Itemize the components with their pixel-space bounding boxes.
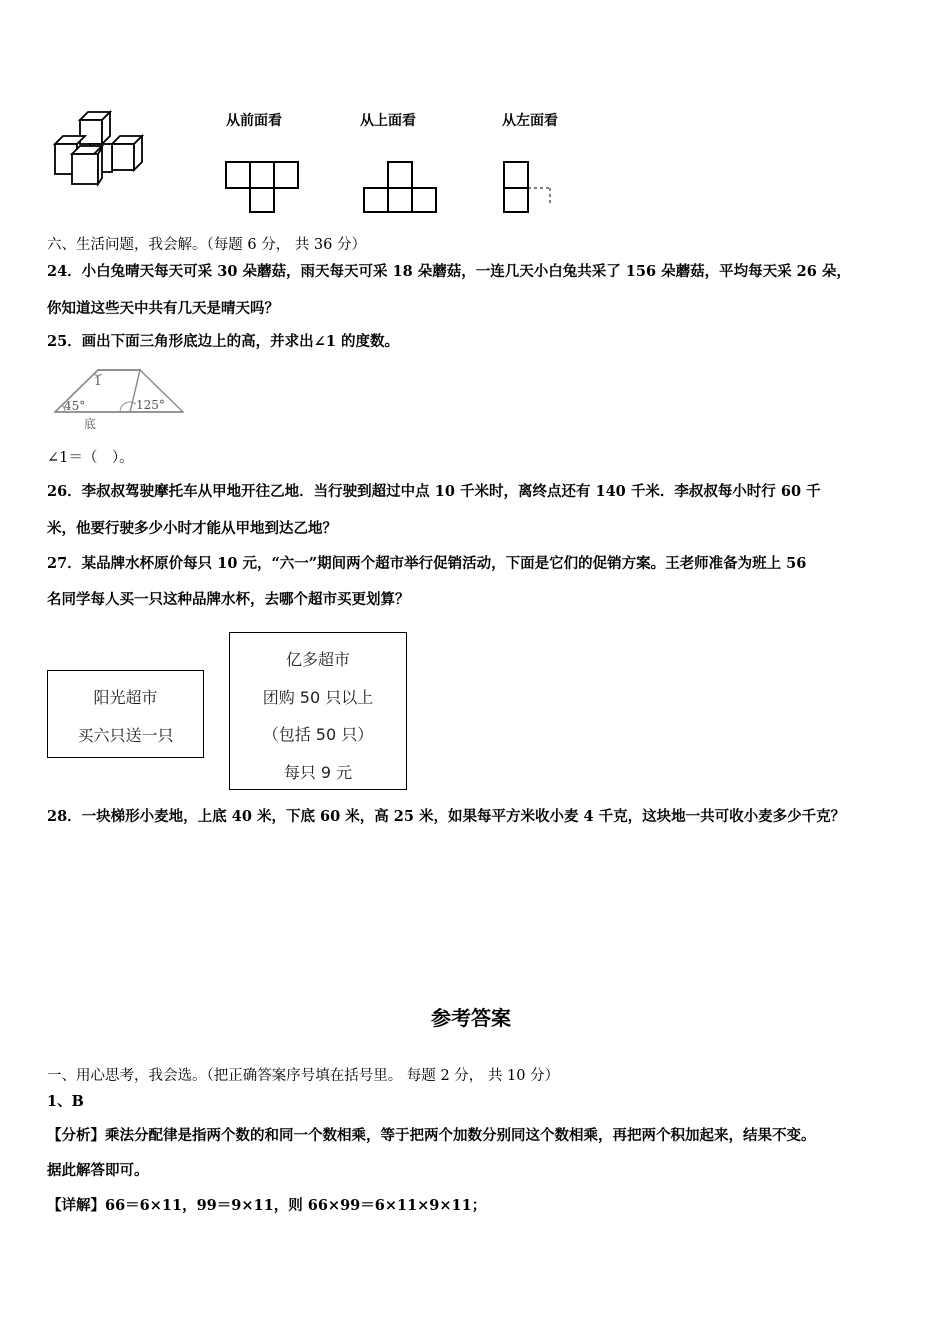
question-27-line2: 名同学每人买一只这种品牌水杯，去哪个超市买更划算？	[47, 591, 410, 608]
top-view-figure	[362, 160, 442, 215]
triangle-figure	[50, 364, 180, 434]
question-27-line1: 27．某品牌水杯原价每只 10 元，“六一”期间两个超市举行促销活动，下面是它们的促销方案。王老师准备为班上 56	[47, 555, 807, 572]
left-view-figure	[502, 160, 562, 215]
question-25-line1: 25．画出下面三角形底边上的高，并求出∠1 的度数。	[47, 333, 399, 350]
shop-yiduo-offer-2: （包括 50 只）	[262, 725, 374, 744]
triangle-right-angle-label: 125°	[136, 398, 165, 412]
question-24-line2: 你知道这些天中共有几天是晴天吗？	[47, 300, 279, 317]
shop-sunshine-name: 阳光超市	[93, 688, 158, 707]
triangle-base-label: 底	[84, 417, 97, 431]
answer-1: 1、B	[47, 1093, 84, 1110]
shop-yiduo-offer-1: 团购 50 只以上	[262, 688, 374, 707]
front-view-label: 从前面看	[226, 113, 282, 129]
answers-title: 参考答案	[431, 1006, 511, 1030]
question-28-line1: 28．一块梯形小麦地，上底 40 米，下底 60 米，高 25 米，如果每平方米收小麦 4 千克，这块地一共可收小麦多少千克？	[47, 808, 846, 825]
front-view-figure	[224, 160, 304, 215]
shop-yiduo-box	[229, 632, 407, 790]
answer-1-analysis-line2: 据此解答即可。	[47, 1162, 149, 1179]
triangle-angle-1-label: 1	[94, 374, 102, 388]
answer-1-detail-line: 【详解】66＝6×11，99＝9×11，则 66×99＝6×11×9×11；	[47, 1197, 487, 1214]
question-26-line2: 米，他要行驶多少小时才能从甲地到达乙地？	[47, 520, 337, 537]
question-25-answer-line: ∠1＝（ ）。	[47, 450, 134, 466]
answers-section1-heading: 一、用心思考，我会选。（把正确答案序号填在括号里。 每题 2 分， 共 10 分）	[47, 1068, 560, 1084]
shop-yiduo-name: 亿多超市	[285, 650, 350, 669]
shop-sunshine-offer: 买六只送一只	[77, 726, 174, 745]
answer-1-analysis-line1: 【分析】乘法分配律是指两个数的和同一个数相乘，等于把两个加数分别同这个数相乘，再把两个积加起来，结果不变。	[47, 1127, 816, 1144]
top-view-label: 从上面看	[360, 113, 416, 129]
question-26-line1: 26．李叔叔驾驶摩托车从甲地开往乙地．当行驶到超过中点 10 千米时，离终点还有 140 千米．李叔叔每小时行 60 千	[47, 483, 821, 500]
triangle-left-angle-label: 45°	[64, 399, 86, 413]
section6-heading: 六、生活问题，我会解。（每题 6 分， 共 36 分）	[47, 237, 366, 253]
shop-sunshine-box	[47, 670, 204, 758]
shop-yiduo-offer-3: 每只 9 元	[283, 763, 353, 782]
cube-stack-figure	[50, 108, 160, 188]
question-24-line1: 24．小白兔晴天每天可采 30 朵蘑菇，雨天每天可采 18 朵蘑菇，一连几天小白兔共采了 156 朵蘑菇，平均每天采 26 朵，	[47, 263, 851, 280]
left-view-label: 从左面看	[502, 113, 558, 129]
